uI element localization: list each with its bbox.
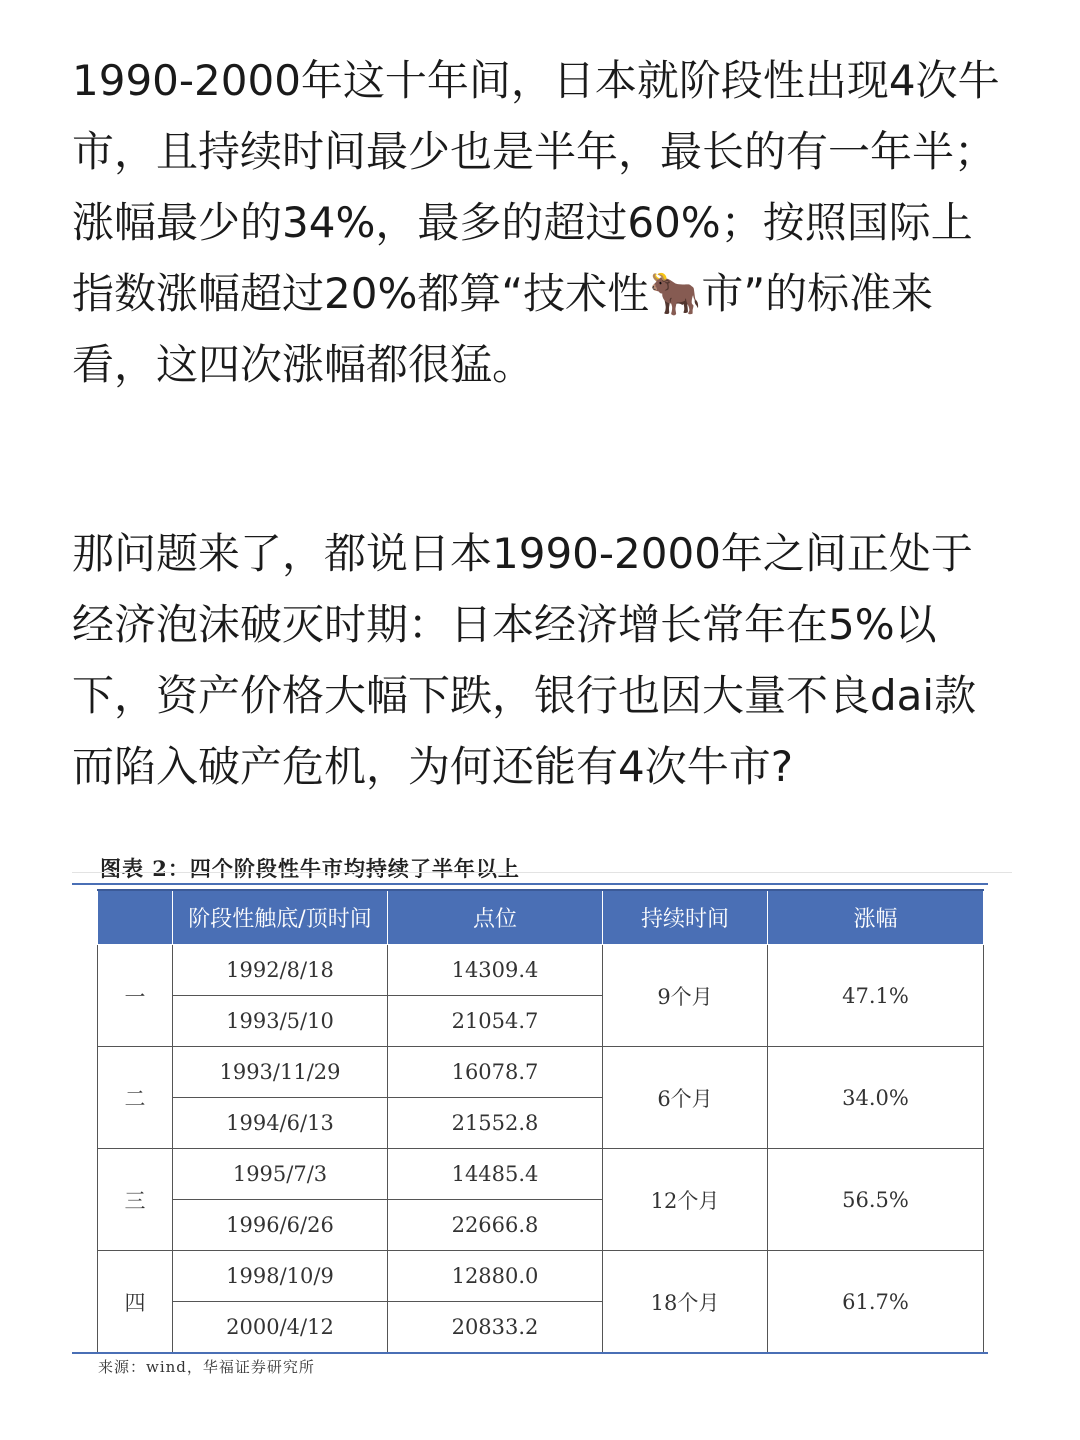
header-cell-duration: 持续时间 <box>603 890 768 945</box>
point-cell: 21054.7 <box>388 996 603 1047</box>
article-paragraph-2: 那问题来了，都说日本1990-2000年之间正处于经济泡沫破灭时期：日本经济增长常年在5%以下，资产价格大幅下跌，银行也因大量不良dai款而陷入破产危机，为何还能有4次牛市? <box>72 529 977 791</box>
table-header-row <box>98 890 984 945</box>
date-cell: 1993/11/29 <box>173 1047 388 1098</box>
group-label: 一 <box>98 945 173 1047</box>
title-underline <box>72 872 1012 873</box>
article-paragraph-1: 1990-2000年这十年间，日本就阶段性出现4次牛市，且持续时间最少也是半年，最长的有一年半；涨幅最少的34%，最多的超过60%；按照国际上指数涨幅超过20%都算“技术性🐂市”的标准来看，这四次涨幅都很猛。 <box>72 56 1000 389</box>
duration-cell: 12个月 <box>603 1149 768 1251</box>
duration-cell: 9个月 <box>603 945 768 1047</box>
header-cell-point: 点位 <box>388 890 603 945</box>
group-label: 三 <box>98 1149 173 1251</box>
table-row <box>98 1149 984 1200</box>
table-row <box>98 945 984 996</box>
table-title: 图表 2：四个阶段性牛市均持续了半年以上 <box>100 856 520 881</box>
gain-cell: 34.0% <box>768 1047 984 1149</box>
gain-cell: 61.7% <box>768 1251 984 1353</box>
point-cell: 14485.4 <box>388 1149 603 1200</box>
header-cell-date: 阶段性触底/顶时间 <box>173 890 388 945</box>
gain-cell: 47.1% <box>768 945 984 1047</box>
point-cell: 20833.2 <box>388 1302 603 1353</box>
table-bottom-rule <box>72 1352 988 1354</box>
group-label: 二 <box>98 1047 173 1149</box>
point-cell: 14309.4 <box>388 945 603 996</box>
gain-cell: 56.5% <box>768 1149 984 1251</box>
date-cell: 1992/8/18 <box>173 945 388 996</box>
duration-cell: 18个月 <box>603 1251 768 1353</box>
header-cell-gain: 涨幅 <box>768 890 984 945</box>
date-cell: 1994/6/13 <box>173 1098 388 1149</box>
date-cell: 1996/6/26 <box>173 1200 388 1251</box>
point-cell: 12880.0 <box>388 1251 603 1302</box>
table-row <box>98 1047 984 1098</box>
date-cell: 1998/10/9 <box>173 1251 388 1302</box>
header-cell-index <box>98 890 173 945</box>
point-cell: 22666.8 <box>388 1200 603 1251</box>
group-label: 四 <box>98 1251 173 1353</box>
bull-market-table <box>97 889 984 1353</box>
table-top-rule <box>72 883 988 885</box>
duration-cell: 6个月 <box>603 1047 768 1149</box>
point-cell: 16078.7 <box>388 1047 603 1098</box>
date-cell: 2000/4/12 <box>173 1302 388 1353</box>
table-source-note: 来源：wind，华福证券研究所 <box>98 1358 315 1376</box>
date-cell: 1993/5/10 <box>173 996 388 1047</box>
table-row <box>98 1251 984 1302</box>
date-cell: 1995/7/3 <box>173 1149 388 1200</box>
point-cell: 21552.8 <box>388 1098 603 1149</box>
